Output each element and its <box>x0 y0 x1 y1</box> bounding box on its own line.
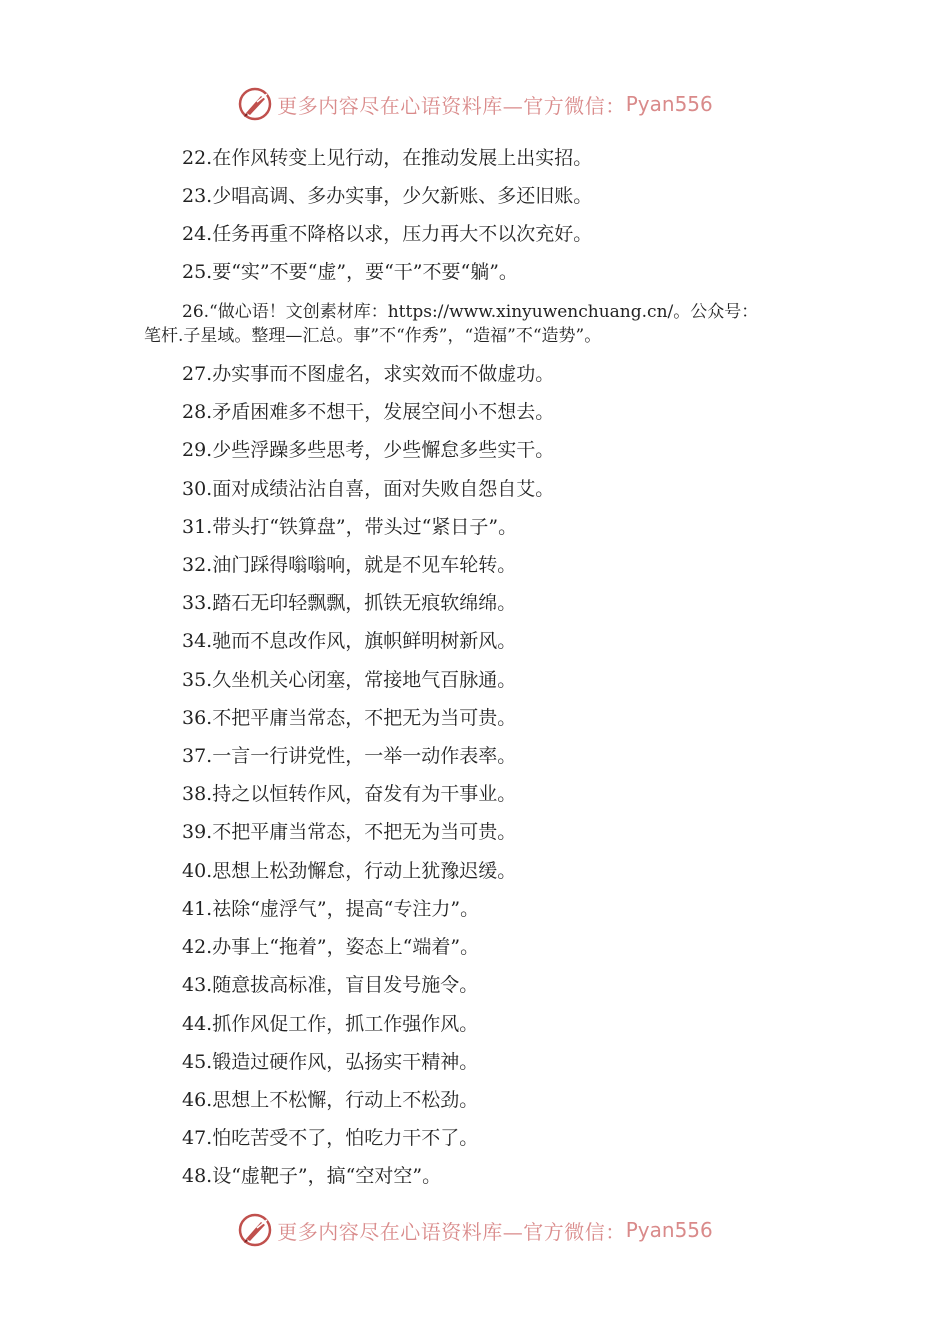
list-item: 39.不把平庸当常态，不把无为当可贵。 <box>182 821 517 843</box>
list-item-line-2: 笔杆.子星域。整理—汇总。事”不“作秀”，“造福”不“造势”。 <box>144 326 602 346</box>
list-item: 42.办事上“拖着”，姿态上“端着”。 <box>182 936 480 958</box>
list-item: 48.设“虚靶子”，搞“空对空”。 <box>182 1165 442 1187</box>
list-item: 45.锻造过硬作风，弘扬实干精神。 <box>182 1051 479 1073</box>
pen-logo-icon <box>237 86 273 122</box>
footer-banner <box>0 1210 950 1250</box>
list-item: 35.久坐机关心闭塞，常接地气百脉通。 <box>182 669 517 691</box>
list-item: 28.矛盾困难多不想干，发展空间小不想去。 <box>182 401 555 423</box>
header-banner <box>0 84 950 124</box>
list-item: 46.思想上不松懈，行动上不松劲。 <box>182 1089 479 1111</box>
list-item: 40.思想上松劲懈怠，行动上犹豫迟缓。 <box>182 860 517 882</box>
list-item: 44.抓作风促工作，抓工作强作风。 <box>182 1013 479 1035</box>
list-item: 23.少唱高调、多办实事，少欠新账、多还旧账。 <box>182 185 593 207</box>
list-item: 34.驰而不息改作风，旗帜鲜明树新风。 <box>182 630 517 652</box>
banner-text: 更多内容尽在心语资料库—官方微信： <box>277 1219 626 1244</box>
list-item: 30.面对成绩沾沾自喜，面对失败自怨自艾。 <box>182 478 555 500</box>
list-item: 32.油门踩得嗡嗡响，就是不见车轮转。 <box>182 554 517 576</box>
list-item: 24.任务再重不降格以求，压力再大不以次充好。 <box>182 223 593 245</box>
banner-wechat-id: Pyan556 <box>625 1218 713 1242</box>
list-item: 36.不把平庸当常态，不把无为当可贵。 <box>182 707 517 729</box>
banner-wechat-id: Pyan556 <box>625 92 713 116</box>
list-item: 47.怕吃苦受不了，怕吃力干不了。 <box>182 1127 479 1149</box>
pen-logo-icon <box>237 1212 273 1248</box>
list-item: 22.在作风转变上见行动，在推动发展上出实招。 <box>182 147 593 169</box>
list-item: 41.祛除“虚浮气”，提高“专注力”。 <box>182 898 480 920</box>
list-item-wrapped <box>144 300 844 348</box>
list-item: 33.踏石无印轻飘飘，抓铁无痕软绵绵。 <box>182 592 517 614</box>
list-item-line-1: 26.“做心语！文创素材库：https://www.xinyuwenchuang.cn/。公众号： <box>182 302 759 322</box>
list-item: 37.一言一行讲党性，一举一动作表率。 <box>182 745 517 767</box>
list-item: 27.办实事而不图虚名，求实效而不做虚功。 <box>182 363 555 385</box>
banner-text: 更多内容尽在心语资料库—官方微信： <box>277 93 626 118</box>
list-item: 38.持之以恒转作风，奋发有为干事业。 <box>182 783 517 805</box>
list-item: 25.要“实”不要“虚”，要“干”不要“躺”。 <box>182 261 518 283</box>
list-item: 43.随意拔高标准，盲目发号施令。 <box>182 974 479 996</box>
list-item: 31.带头打“铁算盘”，带头过“紧日子”。 <box>182 516 518 538</box>
list-item: 29.少些浮躁多些思考，少些懈怠多些实干。 <box>182 439 555 461</box>
